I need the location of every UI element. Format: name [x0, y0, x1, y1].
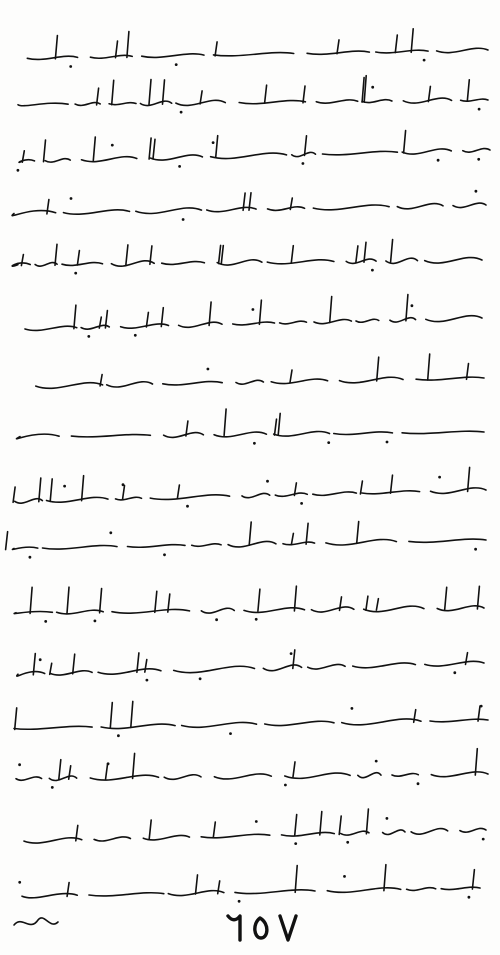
- handwriting-stroke: [217, 260, 262, 265]
- handwriting-stroke: [437, 48, 488, 52]
- handwriting-stroke: [463, 149, 490, 153]
- letter-stroke: [13, 487, 15, 502]
- letter-stroke: [293, 762, 295, 777]
- letter-stroke: [303, 86, 305, 103]
- diacritic-dot: [290, 652, 293, 655]
- letter-stroke: [93, 137, 95, 161]
- handwriting-stroke: [49, 776, 76, 781]
- diacritic-dot: [199, 677, 202, 680]
- diacritic-dot: [122, 483, 125, 486]
- diacritic-dot: [438, 476, 441, 479]
- diacritic-dot: [18, 763, 21, 766]
- letter-stroke: [77, 251, 79, 265]
- letter-stroke: [55, 244, 57, 265]
- handwriting-stroke: [409, 539, 486, 542]
- letter-stroke: [216, 136, 218, 158]
- letter-stroke: [112, 80, 114, 104]
- handwriting-stroke: [12, 547, 37, 549]
- diacritic-dot: [411, 304, 414, 307]
- diacritic-dot: [255, 618, 258, 621]
- handwriting-stroke: [142, 54, 204, 58]
- handwriting-stroke: [57, 610, 104, 614]
- handwriting-stroke: [313, 492, 357, 495]
- handwriting-stroke: [411, 829, 448, 835]
- digit-two-glyph: [228, 916, 240, 940]
- handwriting-stroke: [98, 669, 161, 674]
- handwriting-stroke: [228, 541, 276, 547]
- page-number: [222, 904, 302, 944]
- handwriting-stroke: [140, 101, 171, 105]
- letter-stroke: [177, 485, 179, 498]
- handwriting-stroke: [390, 318, 416, 322]
- handwriting-stroke: [280, 321, 307, 324]
- handwriting-stroke: [12, 211, 56, 216]
- letter-stroke: [50, 663, 52, 674]
- handwriting-stroke: [283, 542, 315, 545]
- letter-stroke: [110, 703, 112, 728]
- handwriting-stroke: [461, 99, 488, 101]
- diacritic-dot: [482, 838, 485, 841]
- diacritic-dot: [423, 59, 426, 62]
- diacritic-dot: [18, 881, 21, 884]
- handwriting-stroke: [274, 431, 330, 436]
- diacritic-dot: [346, 841, 349, 844]
- letter-stroke: [428, 354, 430, 380]
- handwriting-stroke: [313, 205, 389, 210]
- diacritic-dot: [44, 620, 47, 623]
- handwriting-stroke: [90, 775, 158, 780]
- letter-stroke: [291, 533, 293, 544]
- handwriting-stroke: [163, 382, 222, 385]
- letter-stroke: [155, 591, 157, 612]
- handwriting-stroke: [164, 775, 201, 780]
- handwriting-stroke: [164, 433, 204, 438]
- letter-stroke: [275, 419, 277, 435]
- letter-stroke: [15, 708, 17, 730]
- digit-five-glyph: [255, 918, 267, 938]
- handwriting-stroke: [353, 663, 416, 668]
- handwriting-stroke: [326, 539, 397, 545]
- handwriting-stroke: [116, 497, 142, 500]
- diacritic-dot: [253, 442, 256, 445]
- handwriting-stroke: [94, 837, 130, 841]
- handwriting-stroke: [201, 608, 234, 613]
- letter-stroke: [295, 815, 297, 836]
- handwriting-stroke: [311, 607, 354, 612]
- diacritic-dot: [17, 169, 20, 172]
- handwriting-stroke: [275, 493, 307, 496]
- letter-stroke: [200, 91, 202, 104]
- diacritic-dot: [109, 531, 112, 534]
- handwriting-stroke: [151, 155, 203, 160]
- handwriting-stroke: [174, 666, 255, 672]
- letter-stroke: [215, 42, 217, 56]
- diacritic-dot: [69, 65, 72, 68]
- letter-stroke: [116, 41, 118, 58]
- handwriting-stroke: [62, 263, 103, 266]
- handwriting-stroke: [244, 608, 305, 613]
- handwriting-stroke: [308, 664, 345, 669]
- handwriting-stroke: [136, 208, 202, 214]
- handwriting-stroke: [101, 724, 175, 728]
- handwriting-stroke: [376, 50, 428, 53]
- handwriting-stroke: [403, 98, 451, 103]
- letter-stroke: [337, 40, 339, 54]
- handwriting-stroke: [16, 434, 59, 439]
- handwriting-stroke: [89, 893, 164, 896]
- diacritic-dot: [417, 782, 420, 785]
- letter-stroke: [278, 413, 280, 435]
- handwriting-stroke: [16, 777, 42, 780]
- letter-stroke: [6, 532, 8, 550]
- letter-stroke: [330, 297, 332, 323]
- handwriting-stroke: [327, 888, 400, 893]
- handwriting-stroke: [271, 379, 327, 384]
- handwriting-stroke: [460, 828, 486, 832]
- digit-seven-glyph: [280, 916, 296, 940]
- diacritic-dot: [302, 162, 305, 165]
- letter-stroke: [391, 240, 393, 262]
- handwriting-stroke: [323, 151, 398, 154]
- handwriting-stroke: [71, 435, 150, 437]
- handwriting-stroke: [425, 258, 482, 264]
- letter-stroke: [291, 246, 293, 263]
- diacritic-dot: [343, 875, 346, 878]
- handwriting-stroke: [111, 261, 154, 266]
- letter-stroke: [145, 660, 147, 673]
- letter-stroke: [133, 753, 135, 778]
- handwriting-stroke: [192, 544, 221, 547]
- handwriting-stroke: [14, 611, 52, 613]
- letter-stroke: [82, 476, 84, 501]
- letter-stroke: [196, 875, 198, 894]
- letter-stroke: [213, 822, 215, 837]
- handwriting-stroke: [201, 834, 270, 838]
- diacritic-dot: [468, 896, 471, 899]
- handwriting-stroke: [392, 773, 418, 776]
- letter-stroke: [258, 589, 260, 611]
- handwriting-stroke: [179, 322, 222, 327]
- letter-stroke: [290, 370, 292, 383]
- diacritic-dot: [437, 159, 440, 162]
- diacritic-dot: [375, 760, 378, 763]
- handwriting-stroke: [282, 832, 335, 836]
- diacritic-dot: [87, 335, 90, 338]
- handwriting-stroke: [24, 838, 82, 843]
- letter-stroke: [126, 245, 128, 265]
- diacritic-dot: [474, 548, 477, 551]
- handwriting-stroke: [430, 719, 488, 722]
- handwriting-stroke: [27, 56, 77, 59]
- letter-stroke: [149, 80, 151, 105]
- diacritic-dot: [371, 86, 374, 89]
- letter-stroke: [366, 596, 368, 610]
- letter-stroke: [357, 522, 359, 544]
- diacritic-dot: [74, 272, 77, 275]
- letter-stroke: [219, 245, 221, 263]
- handwriting-stroke: [14, 726, 92, 729]
- handwriting-stroke: [383, 830, 405, 835]
- handwriting-stroke: [22, 894, 77, 898]
- handwriting-stroke: [346, 259, 376, 263]
- handwriting-stroke: [128, 545, 186, 548]
- handwriting-stroke: [150, 495, 229, 500]
- handwriting-stroke: [407, 888, 436, 891]
- handwriting-stroke: [82, 157, 137, 162]
- diacritic-dot: [163, 553, 166, 556]
- letter-stroke: [428, 86, 430, 101]
- letter-stroke: [59, 760, 61, 780]
- diacritic-dot: [111, 144, 114, 147]
- handwriting-stroke: [18, 103, 68, 106]
- handwriting-stroke: [35, 263, 57, 267]
- letter-stroke: [55, 36, 57, 59]
- letter-stroke: [73, 654, 75, 674]
- letter-stroke: [320, 812, 322, 835]
- letter-stroke: [149, 138, 151, 159]
- letter-stroke: [340, 597, 342, 611]
- diacritic-dot: [175, 63, 178, 66]
- letter-stroke: [39, 478, 41, 502]
- diacritic-dot: [294, 842, 297, 845]
- letter-stroke: [265, 85, 267, 103]
- letter-stroke: [100, 589, 102, 613]
- handwriting-stroke: [356, 319, 379, 322]
- letter-stroke: [377, 357, 379, 381]
- letter-stroke: [123, 486, 125, 500]
- handwriting-stroke: [45, 159, 70, 162]
- handwriting-stroke: [17, 672, 45, 677]
- diacritic-dot: [215, 618, 218, 621]
- letter-stroke: [74, 305, 76, 329]
- handwriting-stroke: [425, 661, 484, 666]
- handwriting-stroke: [342, 719, 421, 725]
- diacritic-dot: [186, 505, 189, 508]
- letter-stroke: [153, 139, 155, 159]
- letter-stroke: [69, 766, 71, 779]
- diacritic-dot: [453, 671, 456, 674]
- letter-stroke: [360, 481, 362, 494]
- diacritic-dot: [207, 368, 210, 371]
- diacritic-dot: [178, 165, 181, 168]
- handwriting-stroke: [334, 432, 393, 435]
- letter-stroke: [295, 866, 297, 893]
- handwriting-stroke: [292, 152, 316, 156]
- diacritic-dot: [117, 734, 120, 737]
- signature-mark: [14, 918, 58, 925]
- handwriting-stroke: [416, 377, 484, 380]
- handwriting-stroke: [107, 382, 153, 387]
- handwriting-stroke: [268, 207, 305, 211]
- diacritic-dot: [94, 620, 97, 623]
- diacritic-dot: [255, 820, 258, 823]
- letter-stroke: [466, 653, 468, 665]
- handwriting-stroke: [267, 260, 334, 264]
- letter-stroke: [67, 587, 69, 613]
- diacritic-dot: [480, 705, 483, 708]
- handwriting-stroke: [314, 320, 351, 324]
- letter-stroke: [306, 523, 308, 544]
- handwriting-stroke: [431, 772, 488, 777]
- letter-stroke: [395, 35, 397, 53]
- handwriting-stroke: [233, 322, 275, 325]
- letter-stroke: [366, 809, 368, 834]
- letter-stroke: [391, 475, 393, 493]
- handwriting-stroke: [236, 380, 263, 384]
- diacritic-dot: [386, 817, 389, 820]
- diacritic-dot: [212, 141, 215, 144]
- handwriting-stroke: [47, 497, 109, 502]
- handwriting-stroke: [364, 606, 424, 612]
- letter-stroke: [384, 865, 386, 891]
- letter-stroke: [21, 255, 23, 266]
- diacritic-dot: [51, 786, 54, 789]
- diacritic-dot: [300, 502, 303, 505]
- letter-stroke: [356, 246, 358, 262]
- letter-stroke: [224, 409, 226, 436]
- handwriting-stroke: [341, 831, 369, 835]
- diacritic-dot: [29, 556, 32, 559]
- letter-stroke: [411, 29, 413, 53]
- letter-stroke: [467, 80, 469, 101]
- handwriting-stroke: [162, 262, 205, 265]
- letter-stroke: [106, 764, 108, 779]
- letter-stroke: [127, 32, 129, 58]
- diacritic-dot: [146, 679, 149, 682]
- handwriting-stroke: [25, 326, 77, 330]
- letter-stroke: [30, 587, 32, 613]
- letter-stroke: [339, 816, 341, 834]
- handwriting-stroke: [19, 160, 34, 163]
- handwriting-stroke: [426, 316, 482, 322]
- diacritic-dot: [478, 108, 481, 111]
- handwriting-stroke: [214, 774, 271, 779]
- handwriting-stroke: [397, 204, 443, 209]
- diacritic-dot: [266, 480, 269, 483]
- handwriting-stroke: [36, 383, 103, 389]
- letter-stroke: [406, 295, 408, 321]
- diacritic-dot: [107, 762, 110, 765]
- diacritic-dot: [475, 190, 478, 193]
- letter-stroke: [149, 820, 151, 839]
- diacritic-dot: [134, 334, 137, 337]
- letter-stroke: [259, 300, 261, 324]
- handwriting-stroke: [50, 671, 92, 675]
- letter-stroke: [221, 246, 223, 264]
- diacritic-dot: [229, 732, 232, 735]
- handwriting-stroke: [235, 890, 315, 894]
- handwriting-stroke: [285, 773, 350, 778]
- handwriting-stroke: [307, 51, 369, 54]
- letter-stroke: [44, 140, 46, 162]
- letter-stroke: [305, 136, 307, 156]
- handwriting-stroke: [402, 431, 484, 433]
- letter-stroke: [404, 131, 406, 153]
- letter-stroke: [131, 701, 133, 727]
- diacritic-dot: [39, 658, 42, 661]
- letter-stroke: [376, 599, 378, 610]
- handwriting-stroke: [211, 153, 287, 158]
- handwriting-stroke: [340, 377, 404, 383]
- diacritic-dot: [351, 707, 354, 710]
- letter-stroke: [249, 522, 251, 545]
- handwriting-stroke: [90, 55, 132, 58]
- handwriting-stroke: [182, 722, 257, 727]
- handwriting-stroke: [109, 103, 136, 105]
- diacritic-dot: [284, 784, 287, 787]
- handwriting-stroke: [112, 609, 190, 613]
- letter-stroke: [445, 587, 447, 609]
- handwriting-stroke: [441, 887, 480, 889]
- handwriting-stroke: [64, 210, 130, 214]
- handwriting-stroke: [358, 773, 381, 778]
- handwriting-stroke: [242, 493, 270, 497]
- handwriting-stroke: [265, 721, 334, 725]
- handwriting-stroke: [43, 546, 118, 550]
- handwriting-stroke: [263, 665, 301, 671]
- letter-stroke: [472, 870, 474, 889]
- diacritic-dot: [182, 218, 185, 221]
- diacritic-dot: [252, 308, 255, 311]
- diacritic-dot: [327, 441, 330, 444]
- diacritic-dot: [477, 158, 480, 161]
- handwriting-stroke: [362, 100, 392, 103]
- handwriting-stroke: [316, 100, 357, 103]
- diacritic-dot: [238, 900, 241, 903]
- diacritic-dot: [180, 111, 183, 114]
- handwriting-stroke: [239, 101, 305, 104]
- diacritic-dot: [63, 485, 66, 488]
- diacritic-dot: [70, 197, 73, 200]
- handwriting-stroke: [214, 432, 266, 437]
- handwriting-stroke: [431, 488, 487, 494]
- letter-stroke: [50, 479, 52, 502]
- diacritic-dot: [371, 269, 374, 272]
- handwriting-stroke: [453, 203, 486, 207]
- handwriting-stroke: [214, 53, 294, 56]
- diacritic-dot: [386, 441, 389, 444]
- handwriting-stroke: [402, 149, 451, 154]
